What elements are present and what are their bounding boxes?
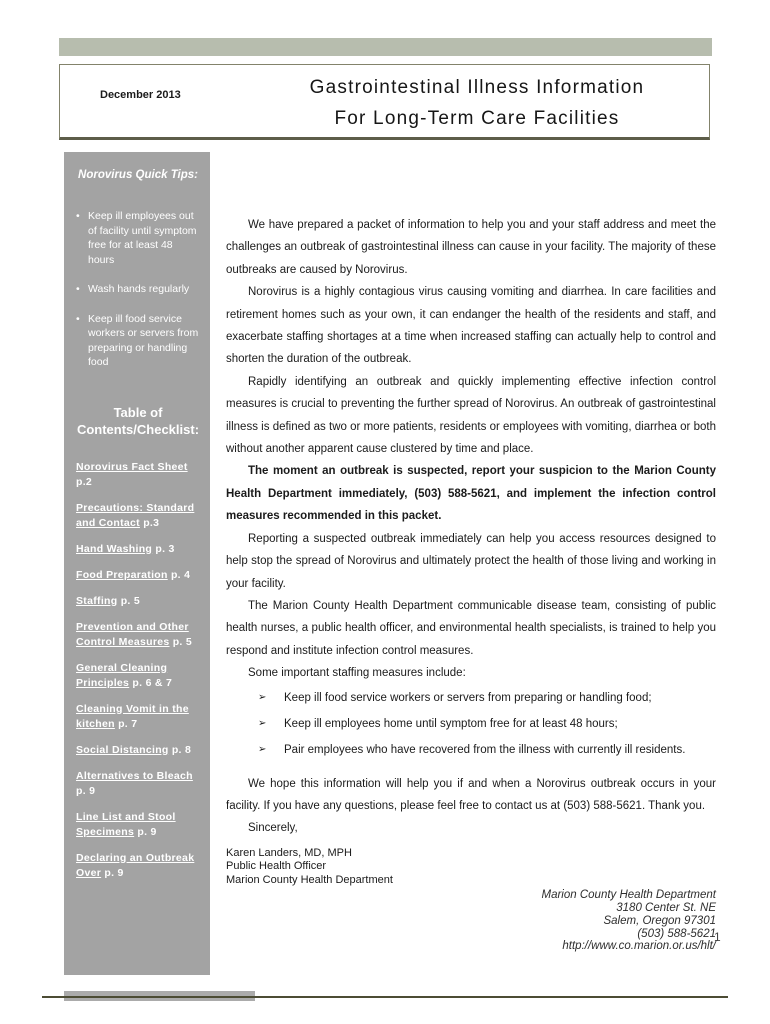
toc-entry-prevention <box>76 620 200 650</box>
toc-link[interactable]: Hand Washing <box>76 542 153 555</box>
department-website-link[interactable]: http://www.co.marion.or.us/hlt/ <box>562 940 716 953</box>
toc-entry-social-distancing <box>76 743 200 758</box>
staffing-measures-intro: Some important staffing measures include: <box>248 667 466 680</box>
body-paragraph: We have prepared a packet of information to help you and your staff address and meet the challenges an outbreak of gastrointestinal illness can cause in your facility. The majority of these outbreaks are caused by Norovirus. <box>226 219 716 276</box>
quick-tips-title: Norovirus Quick Tips: <box>78 169 198 181</box>
bullet-icon: • <box>76 210 80 222</box>
toc-page-ref: p.2 <box>76 475 93 488</box>
document-title <box>245 65 709 137</box>
quick-tip <box>76 209 200 267</box>
list-item-text: Keep ill employees home until symptom free for at least 48 hours; <box>284 717 618 730</box>
toc-page-ref: p. 9 <box>76 784 96 797</box>
toc-entry-cleaning-vomit <box>76 702 200 732</box>
toc-link[interactable]: Prevention and Other Control Measures <box>76 620 189 648</box>
main-content <box>226 214 716 953</box>
page-number: 1 <box>714 930 721 944</box>
toc-entry-staffing <box>76 594 200 609</box>
address-city: Salem, Oregon 97301 <box>603 914 716 927</box>
toc-entry-norovirus-fact-sheet <box>76 460 200 490</box>
toc-page-ref: p.3 <box>143 516 160 529</box>
signature-title: Public Health Officer <box>226 860 327 873</box>
header <box>59 64 710 140</box>
sincerely-line: Sincerely, <box>248 822 298 835</box>
toc-entry-line-list <box>76 810 200 840</box>
toc-link[interactable]: Food Preparation <box>76 568 168 581</box>
list-item-text: Pair employees who have recovered from the illness with currently ill residents. <box>284 743 686 756</box>
toc-title: Table of Contents/Checklist: <box>76 404 200 437</box>
toc-entry-general-cleaning <box>76 661 200 691</box>
toc-page-ref: p. 9 <box>104 866 124 879</box>
arrow-bullet-icon: ➢ <box>258 691 267 703</box>
toc-page-ref: p. 8 <box>171 743 192 756</box>
toc-link[interactable]: Cleaning Vomit in the kitchen <box>76 702 189 730</box>
toc-page-ref: p. 4 <box>170 568 191 581</box>
issue-date: December 2013 <box>100 89 181 101</box>
staffing-measures-list <box>226 685 716 763</box>
toc-link[interactable]: General Cleaning Principles <box>76 661 168 689</box>
title-line-1: Gastrointestinal Illness Information <box>309 77 645 98</box>
toc-link[interactable]: Social Distancing <box>76 743 169 756</box>
quick-tip-text: Wash hands regularly <box>88 283 190 295</box>
address-phone: (503) 588-5621 <box>637 927 716 940</box>
toc-link[interactable]: Staffing <box>76 594 118 607</box>
quick-tip <box>76 282 200 297</box>
signature-org: Marion County Health Department <box>226 873 393 886</box>
toc-entry-declaring-outbreak-over <box>76 851 200 881</box>
toc-link[interactable]: Line List and Stool Specimens <box>76 810 176 838</box>
list-item <box>258 737 716 763</box>
toc-page-ref: p. 3 <box>155 542 175 555</box>
toc-link[interactable]: Declaring an Outbreak Over <box>76 851 195 879</box>
toc-page-ref: p. 5 <box>172 635 193 648</box>
toc-link[interactable]: Precautions: Standard and Contact <box>76 501 195 529</box>
closing-paragraph: We hope this information will help you if and when a Norovirus outbreak occurs in your facility. If you have any questions, please feel free to contact us at (503) 588-5621. Thank you. <box>226 777 716 812</box>
body-paragraph: The Marion County Health Department communicable disease team, consisting of public health nurses, a public health officer, and environmental health specialists, is trained to help you respond and institute infection control measures. <box>226 599 716 657</box>
footer-rule <box>42 996 728 998</box>
bullet-icon: • <box>76 283 80 295</box>
body-paragraph: Rapidly identifying an outbreak and quickly implementing effective infection control measures is crucial to preventing the further spread of Norovirus. An outbreak of gastrointestinal illness is defined as two or more patients, residents or employees with vomiting, diarrhea or both without another apparent cause clustered by time and place. <box>226 375 716 456</box>
arrow-bullet-icon: ➢ <box>258 743 267 755</box>
department-address-block <box>226 889 716 953</box>
signature-name: Karen Landers, MD, MPH <box>226 846 352 859</box>
toc-link[interactable]: Alternatives to Bleach <box>76 769 193 782</box>
toc-page-ref: p. 9 <box>137 825 157 838</box>
toc-page-ref: p. 5 <box>120 594 140 607</box>
toc-page-ref: p. 7 <box>118 717 138 730</box>
toc-entry-alternatives-bleach <box>76 769 200 799</box>
top-accent-bar <box>59 38 712 56</box>
list-item <box>258 711 716 737</box>
quick-tip-text: Keep ill food service workers or servers from preparing or handling food <box>88 312 199 368</box>
arrow-bullet-icon: ➢ <box>258 717 267 729</box>
body-paragraph-emphasis: The moment an outbreak is suspected, report your suspicion to the Marion County Health Department immediately, (503) 588-5621, and implement the infection control measures recommended in this packet. <box>226 465 716 523</box>
signature-block <box>226 847 716 888</box>
title-line-2: For Long-Term Care Facilities <box>334 108 620 129</box>
body-paragraph: Norovirus is a highly contagious virus causing vomiting and diarrhea. In care facilities and retirement homes such as your own, it can endanger the health of the residents and staff, and exacerbate staffing shortages at a time when increased staffing can actually help to control and shorten the duration of the outbreak. <box>226 286 716 366</box>
toc-entry-food-preparation <box>76 568 200 583</box>
bullet-icon: • <box>76 312 80 325</box>
list-item-text: Keep ill food service workers or servers from preparing or handling food; <box>284 691 652 704</box>
body-paragraph: Reporting a suspected outbreak immediately can help you access resources designed to help stop the spread of Norovirus and ultimately protect the health of those living and working in your facility. <box>226 532 716 590</box>
address-street: 3180 Center St. NE <box>616 902 716 915</box>
toc-link[interactable]: Norovirus Fact Sheet <box>76 460 188 473</box>
sidebar <box>64 152 210 975</box>
toc-entry-precautions <box>76 501 200 531</box>
toc-entry-hand-washing <box>76 542 200 557</box>
quick-tip <box>76 312 200 370</box>
toc-page-ref: p. 6 & 7 <box>132 676 173 689</box>
address-org: Marion County Health Department <box>541 889 716 902</box>
list-item <box>258 685 716 711</box>
quick-tip-text: Keep ill employees out of facility until symptom free for at least 48 hours <box>88 210 197 266</box>
